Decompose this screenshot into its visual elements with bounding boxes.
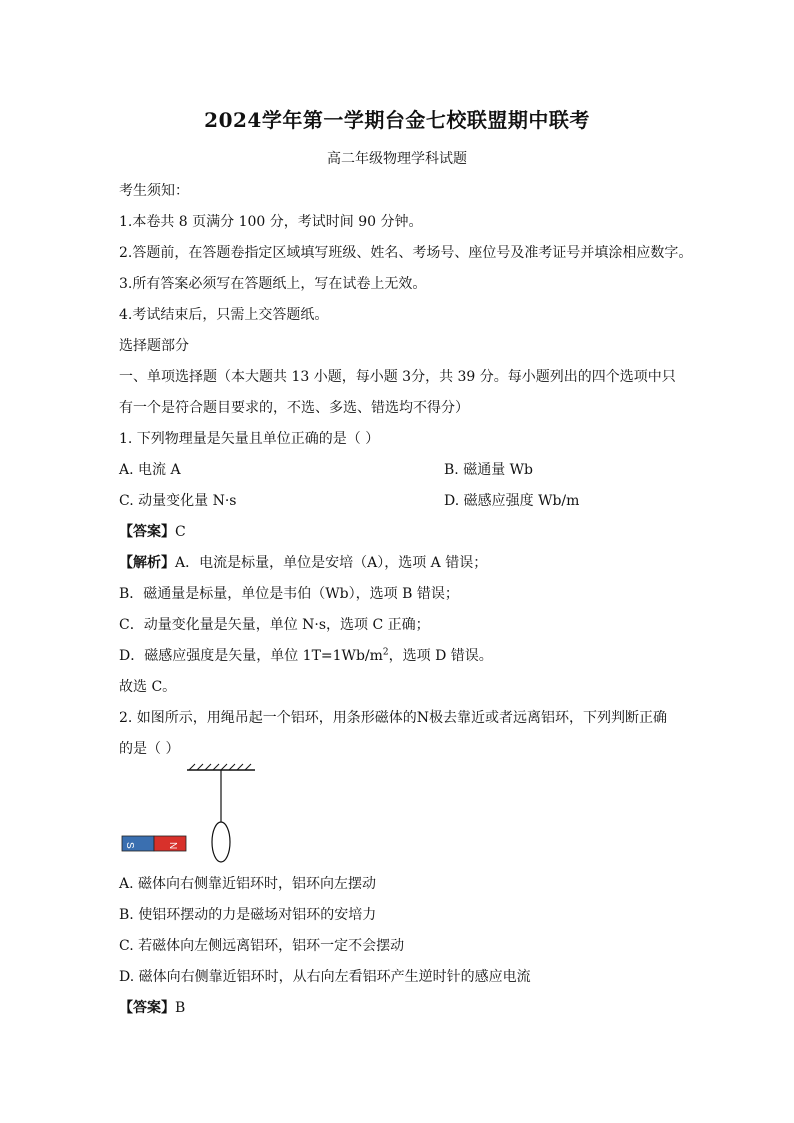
- q1-stem: 1. 下列物理量是矢量且单位正确的是（ ）: [119, 431, 380, 447]
- q1-conclusion: 故选 C。: [119, 679, 177, 695]
- bar-magnet: [122, 836, 186, 851]
- notice-heading: 考生须知：: [119, 183, 189, 199]
- q2-stem-line2: 的是（ ）: [119, 741, 180, 757]
- q1-option-d: D. 磁感应强度 Wb/m: [444, 493, 580, 509]
- q1-analysis-a: [119, 552, 487, 572]
- answer-value: B: [175, 1000, 186, 1016]
- analysis-d-pre: D．磁感应强度是矢量，单位 1T=1Wb/m: [119, 648, 383, 664]
- q1-analysis-d: [119, 645, 493, 665]
- q2-answer: [119, 997, 185, 1017]
- analysis-d-post: ，选项 D 错误。: [388, 648, 493, 664]
- answer-value: C: [175, 524, 186, 540]
- section-label: 选择题部分: [119, 338, 189, 354]
- analysis-text: A．电流是标量，单位是安培（A），选项 A 错误；: [175, 555, 488, 571]
- q1-option-c: C. 动量变化量 N·s: [119, 493, 237, 509]
- aluminum-ring: [212, 822, 230, 862]
- q2-option-d: D. 磁体向右侧靠近铝环时，从右向左看铝环产生逆时针的感应电流: [119, 969, 531, 985]
- q2-option-c: C. 若磁体向左侧远离铝环，铝环一定不会摆动: [119, 938, 405, 954]
- page-subtitle: 高二年级物理学科试题: [327, 151, 467, 167]
- q1-analysis-c: C．动量变化量是矢量，单位 N·s，选项 C 正确；: [119, 617, 430, 633]
- magnet-ring-figure: [119, 760, 319, 870]
- analysis-d-sup: 2: [382, 647, 389, 658]
- magnet-s-label: S: [124, 842, 135, 849]
- magnet-n-label: N: [167, 842, 178, 850]
- q1-option-b: B. 磁通量 Wb: [444, 462, 533, 478]
- q1-option-a: A. 电流 A: [119, 462, 181, 478]
- analysis-label: 【解析】: [119, 555, 175, 571]
- answer-label: 【答案】: [119, 524, 175, 540]
- notice-item: 4.考试结束后，只需上交答题纸。: [119, 307, 329, 323]
- q2-stem-line1: 2. 如图所示，用绳吊起一个铝环，用条形磁体的N极去靠近或者远离铝环，下列判断正确: [119, 710, 668, 726]
- notice-item: 3.所有答案必须写在答题纸上，写在试卷上无效。: [119, 276, 427, 292]
- q1-analysis-b: B．磁通量是标量，单位是韦伯（Wb），选项 B 错误；: [119, 586, 459, 602]
- q1-answer: [119, 521, 186, 541]
- q2-option-b: B. 使铝环摆动的力是磁场对铝环的安培力: [119, 907, 377, 923]
- notice-item: 1.本卷共 8 页满分 100 分，考试时间 90 分钟。: [119, 214, 423, 230]
- page-title: 2024学年第一学期台金七校联盟期中联考: [204, 108, 590, 132]
- answer-label: 【答案】: [119, 1000, 175, 1016]
- q2-option-a: A. 磁体向右侧靠近铝环时，铝环向左摆动: [119, 876, 377, 892]
- notice-item: 2.答题前，在答题卷指定区域填写班级、姓名、考场号、座位号及准考证号并填涂相应数字。: [119, 245, 693, 261]
- part-title-line1: 一、单项选择题（本大题共 13 小题，每小题 3分，共 39 分。每小题列出的四个选项中只: [119, 369, 676, 385]
- ceiling-support: [187, 764, 255, 770]
- part-title-line2: 有一个是符合题目要求的，不选、多选、错选均不得分）: [119, 400, 469, 416]
